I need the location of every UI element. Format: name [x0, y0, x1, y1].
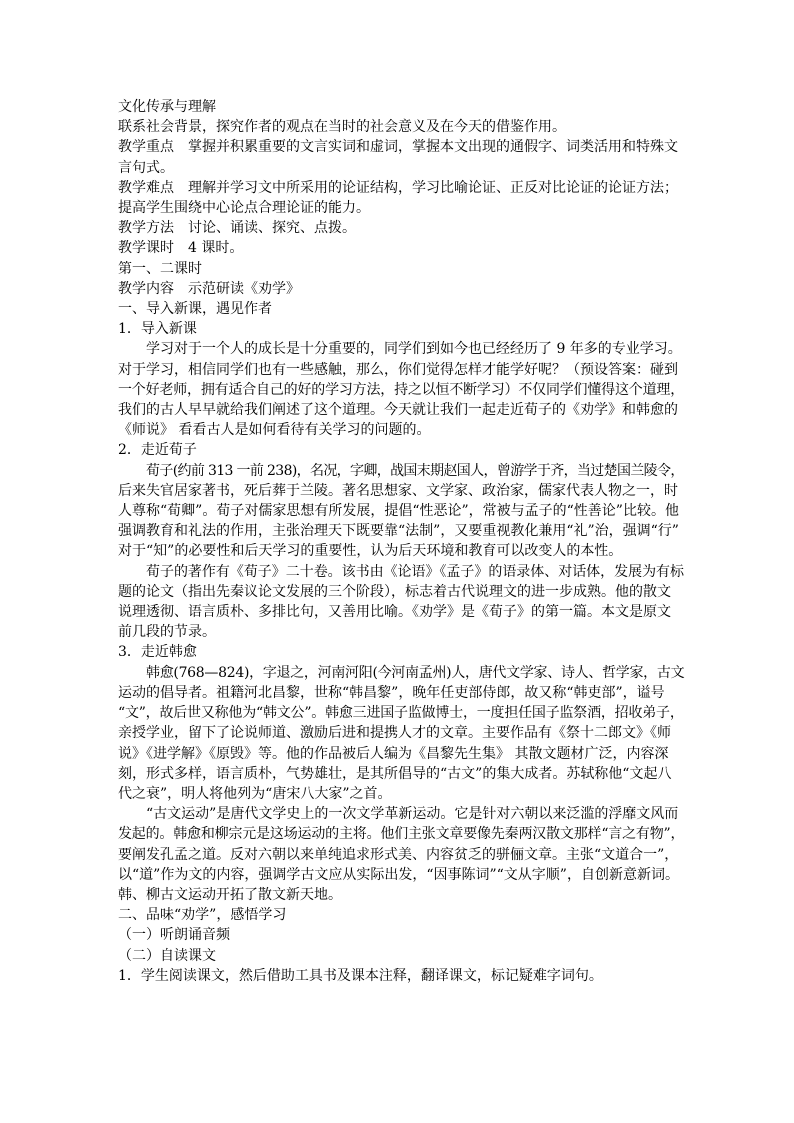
text-line: 要阐发孔孟之道。反对六朝以来单纯追求形式美、内容贫乏的骈俪文章。主张“文道合一”， — [118, 846, 679, 863]
text-line: 以“道”作为文的内容，强调学古文应从实际出发，“因事陈词”“文从字顺”，自创新意新词。 — [118, 866, 679, 883]
text-line: 韩、柳古文运动开拓了散文新天地。 — [118, 886, 342, 903]
text-line: 教学方法 讨论、诵读、探究、点拨。 — [118, 220, 356, 237]
text-line: 第一、二课时 — [118, 260, 202, 277]
text-line: 一个好老师，拥有适合自己的好的学习方法，持之以恒不断学习）不仅同学们懂得这个道理， — [118, 381, 684, 398]
text-line: 代之衰”，明人将他列为“唐宋八大家”之首。 — [118, 785, 392, 802]
text-line: 对于学习，相信同学们也有一些感触，那么，你们觉得怎样才能学好呢？（预设答案：碰到 — [118, 361, 678, 378]
text-line: 前几段的节录。 — [118, 624, 216, 641]
text-line: 韩愈(768—824)，字退之，河南河阳(今河南孟州)人，唐代文学家、诗人、哲学家，古文 — [146, 664, 685, 681]
text-line: “古文运动”是唐代文学史上的一次文学革新运动。它是针对六朝以来泛滥的浮靡文风而 — [146, 806, 679, 823]
text-line: 学习对于一个人的成长是十分重要的，同学们到如今也已经经历了 9 年多的专业学习。 — [146, 341, 682, 358]
text-line: 荀子的著作有《荀子》二十卷。该书由《论语》《孟子》的语录体、对话体，发展为有标 — [146, 563, 684, 580]
text-line: 我们的古人早早就给我们阐述了这个道理。今天就让我们一起走近荀子的《劝学》和韩愈的 — [118, 402, 678, 419]
text-line: 教学重点 掌握并积累重要的文言实词和虚词，掌握本文出现的通假字、词类活用和特殊文 — [118, 139, 678, 156]
text-line: 荀子(约前 313 一前 238)，名况，字卿，战国末期赵国人，曾游学于齐，当过楚国兰陵令， — [146, 462, 684, 479]
text-line: 教学难点 理解并学习文中所采用的论证结构，学习比喻论证、正反对比论证的论证方法； — [118, 179, 678, 196]
text-line: 说》《进学解》《原毁》等。他的作品被后人编为《昌黎先生集》 其散文题材广泛，内容深 — [118, 745, 669, 762]
text-line: 一、导入新课，遇见作者 — [118, 301, 272, 318]
text-line: 发起的。韩愈和柳宗元是这场运动的主将。他们主张文章要像先秦两汉散文那样“言之有物”， — [118, 826, 685, 843]
text-line: 二、品味“劝学”，感悟学习 — [118, 907, 287, 924]
text-line: 运动的倡导者。祖籍河北昌黎，世称“韩昌黎”，晚年任吏部侍郎，故又称“韩吏部”，谥号 — [118, 684, 665, 701]
text-line: 1．学生阅读课文，然后借助工具书及课本注释，翻译课文，标记疑难字词句。 — [118, 967, 603, 984]
text-line: 后来失官居家著书，死后葬于兰陵。著名思想家、文学家、政治家，儒家代表人物之一，时 — [118, 482, 678, 499]
text-line: 强调教育和礼法的作用，主张治理天下既要靠“法制”，又要重视教化兼用“礼”治，强调“行” — [118, 523, 679, 540]
text-line: 2．走近荀子 — [118, 442, 197, 459]
text-line: “文”，故后世又称他为“韩文公”。韩愈三进国子监做博士，一度担任国子监祭酒，招收弟子， — [118, 705, 684, 722]
text-line: 1．导入新课 — [118, 321, 197, 338]
text-line: 提高学生围绕中心论点合理论证的能力。 — [118, 200, 370, 217]
text-line: 文化传承与理解 — [118, 99, 216, 115]
text-line: 对于“知”的必要性和后天学习的重要性，认为后天环境和教育可以改变人的本性。 — [118, 543, 623, 560]
text-line: 联系社会背景，探究作者的观点在当时的社会意义及在今天的借鉴作用。 — [118, 119, 566, 136]
text-line: 教学内容 示范研读《劝学》 — [118, 280, 300, 297]
text-line: 刻，形式多样，语言质朴，气势雄壮，是其所倡导的“古文”的集大成者。苏轼称他“文起八 — [118, 765, 672, 782]
text-line: 题的论文（指出先秦议论文发展的三个阶段），标志着古代说理文的进一步成熟。他的散文 — [118, 583, 671, 600]
text-line: 教学课时 4 课时。 — [118, 240, 244, 257]
text-line: （二）自读课文 — [118, 947, 216, 964]
text-line: 3．走近韩愈 — [118, 644, 197, 661]
text-line: 《师说》 看看古人是如何看待有关学习的问题的。 — [118, 422, 431, 439]
text-line: 亲授学业，留下了论说师道、激励后进和提携人才的文章。主要作品有《祭十二郎文》《师 — [118, 725, 671, 742]
text-line: 言句式。 — [118, 159, 174, 176]
text-line: 人尊称“荀卿”。荀子对儒家思想有所发展，提倡“性恶论”，常被与孟子的“性善论”比较。他 — [118, 503, 679, 520]
text-line: （一）听朗诵音频 — [118, 927, 230, 944]
text-line: 说理透彻、语言质朴、多排比句，又善用比喻。《劝学》是《荀子》的第一篇。本文是原文 — [118, 604, 671, 621]
